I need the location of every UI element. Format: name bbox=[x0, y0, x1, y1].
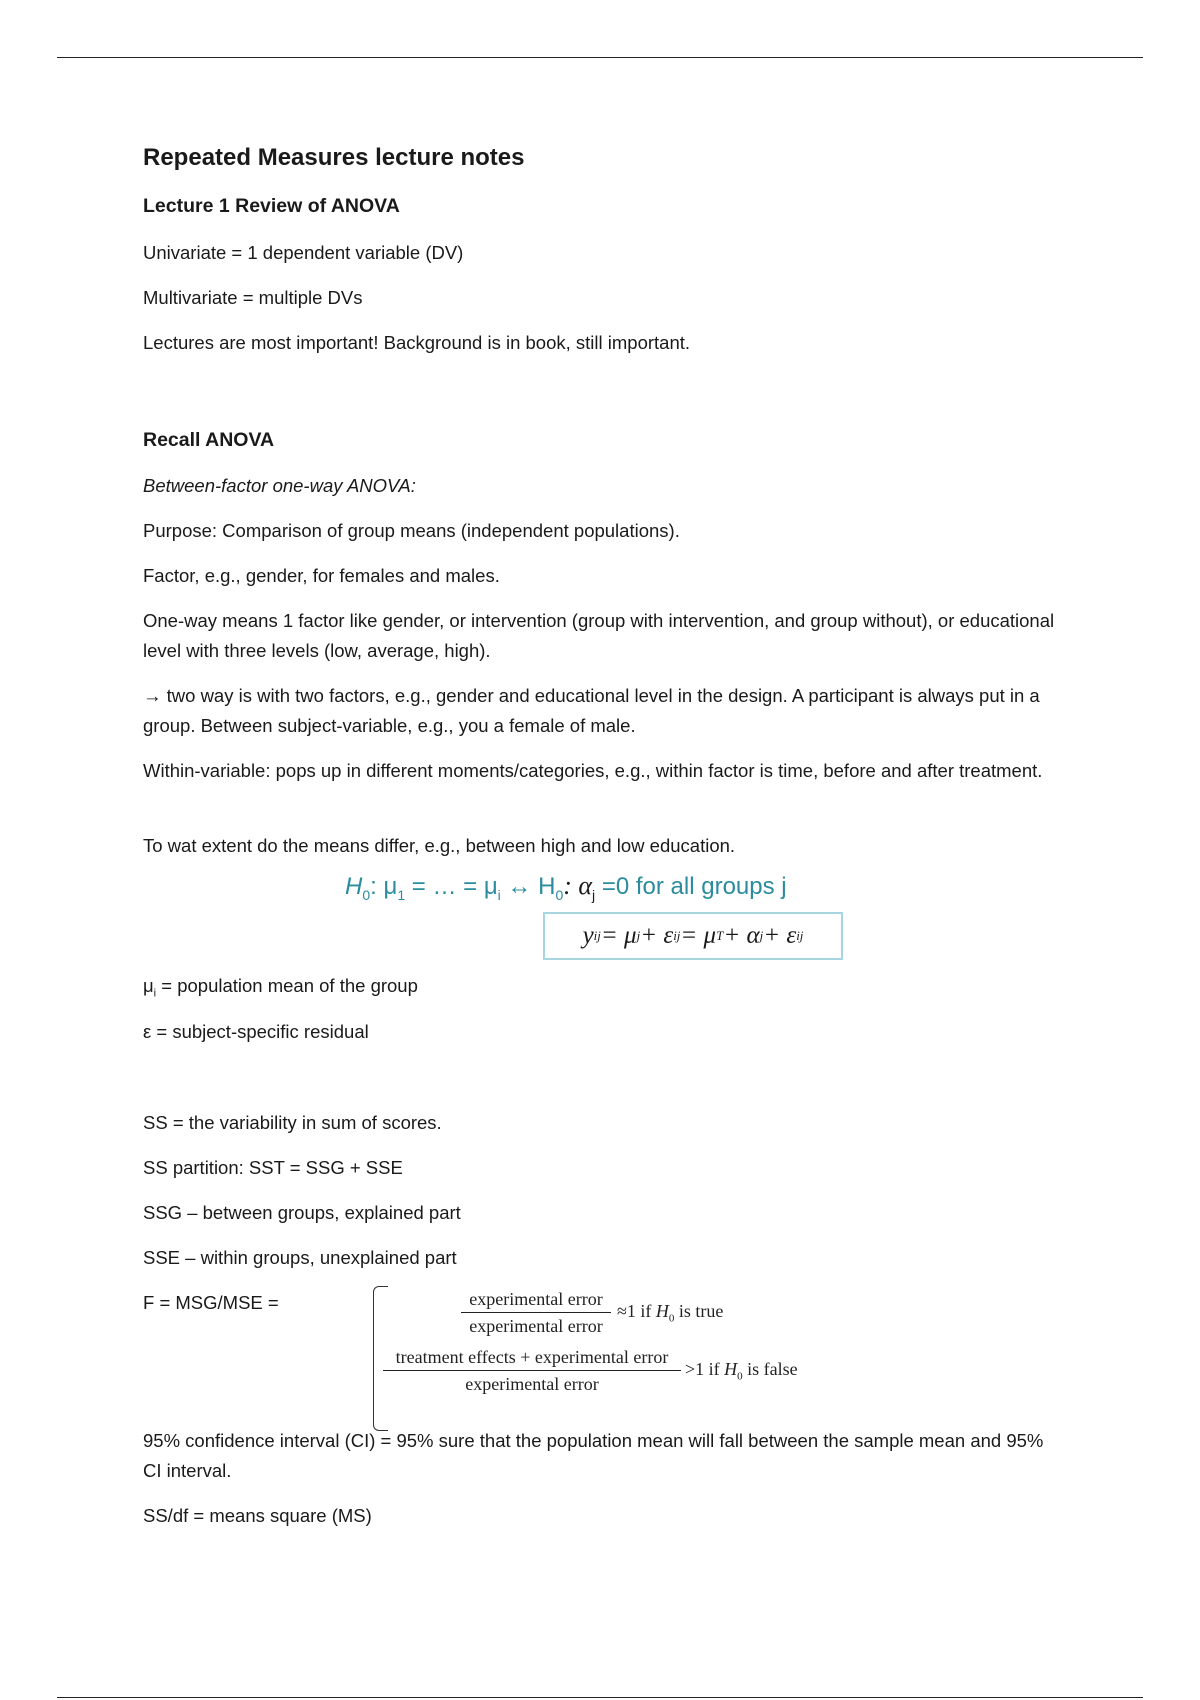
purpose-text: Purpose: Comparison of group means (independent populations). bbox=[143, 520, 680, 541]
f-case2-condition: >1 if $H_0$ is false bbox=[685, 1359, 798, 1383]
ss-partition: SS partition: SST = SSG + SSE bbox=[143, 1157, 403, 1178]
f-case2-fraction: treatment effects + experimental error experimental error bbox=[383, 1347, 681, 1395]
epsilon-definition: ε = subject-specific residual bbox=[143, 1021, 369, 1042]
extent-text: To wat extent do the means differ, e.g., between high and low education. bbox=[143, 835, 736, 856]
header-rule bbox=[57, 57, 1143, 58]
hypothesis-equation: $H_0$: $\mu_1$ = … = $\mu_i$ ↔ $H_0$: $\alpha_j =0$ for all groups j bbox=[345, 871, 787, 903]
twoway-text: → two way is with two factors, e.g., gender and educational level in the design. A participant is always put in a group. Between subject-variable, e.g., you a female of male. bbox=[143, 685, 1040, 736]
ss-definition: SS = the variability in sum of scores. bbox=[143, 1112, 442, 1133]
footer-rule bbox=[57, 1697, 1143, 1698]
model-equation-box: y ij = μ j + ε ij = μ T + α j + ε ij bbox=[543, 912, 843, 960]
lectures-text: Lectures are most important! Background is in book, still important. bbox=[143, 332, 691, 353]
multivariate-text: Multivariate = multiple DVs bbox=[143, 287, 363, 308]
mu-subscript: i bbox=[153, 987, 157, 1000]
ssg-text: SSG – between groups, explained part bbox=[143, 1202, 461, 1223]
lecture-heading: Lecture 1 Review of ANOVA bbox=[143, 195, 400, 217]
f-case1-fraction: experimental error experimental error bbox=[461, 1289, 611, 1337]
recall-heading: Recall ANOVA bbox=[143, 429, 275, 451]
f-label: F = MSG/MSE = bbox=[143, 1292, 279, 1313]
page-title: Repeated Measures lecture notes bbox=[143, 144, 525, 171]
univariate-text: Univariate = 1 dependent variable (DV) bbox=[143, 242, 464, 263]
sse-text: SSE – within groups, unexplained part bbox=[143, 1247, 457, 1268]
within-text: Within-variable: pops up in different moments/categories, e.g., within factor is time, before and after treatment. bbox=[143, 760, 1043, 781]
confidence-interval-text: 95% confidence interval (CI) = 95% sure that the population mean will fall between the sample mean and 95% CI interval. bbox=[143, 1430, 1044, 1481]
between-factor-heading: Between-factor one-way ANOVA: bbox=[143, 475, 416, 496]
f-case1-condition: ≈1 if $H_0$ is true bbox=[617, 1301, 724, 1325]
oneway-text: One-way means 1 factor like gender, or intervention (group with intervention, and group without), or educational level with three levels (low, average, high). bbox=[143, 610, 1055, 661]
mu-definition: $\mu_i$ = population mean of the group bbox=[143, 975, 418, 1000]
factor-text: Factor, e.g., gender, for females and males. bbox=[143, 565, 500, 586]
mean-square-text: SS/df = means square (MS) bbox=[143, 1505, 372, 1526]
